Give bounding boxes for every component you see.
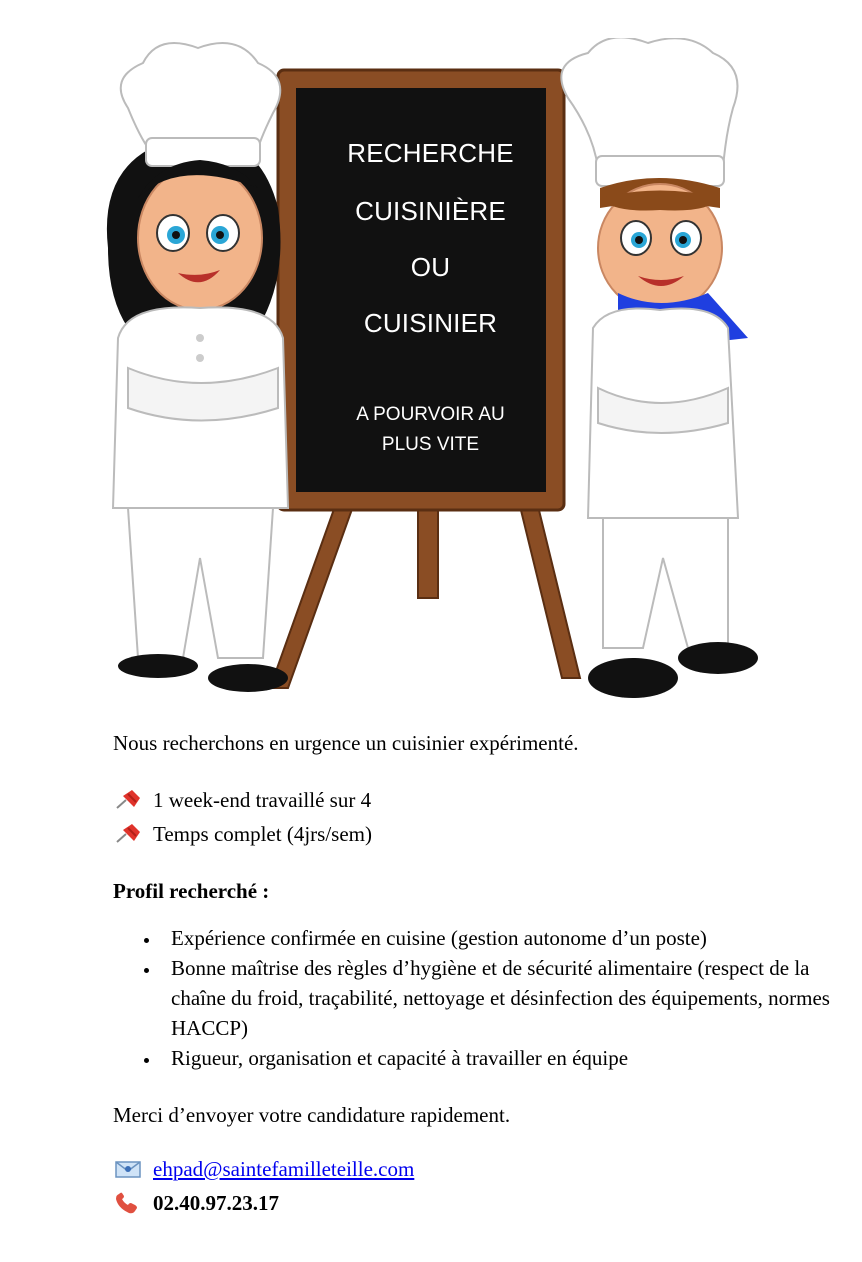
profile-heading: Profil recherché : [113,879,270,903]
phone-number: 02.40.97.23.17 [153,1191,279,1215]
pushpin-icon [113,822,143,846]
condition-item [113,785,371,815]
woman-chef [107,43,288,692]
condition-item [113,819,372,849]
man-chef [561,38,758,698]
phone-row [113,1188,279,1218]
board-line-2: CUISINIÈRE [355,196,506,226]
board-line-4: CUISINIER [363,308,498,338]
profile-list [141,923,851,1073]
list-item: Rigueur, organisation et capacité à travailler en équipe [141,1043,851,1073]
email-link[interactable]: ehpad@saintefamilleteille.com [153,1157,415,1181]
blackboard-text [298,96,563,476]
closing-text: Merci d’envoyer votre candidature rapidement. [113,1103,511,1127]
board-line-3: OU [410,252,451,282]
board-subtext-line-2: PLUS VITE [381,434,480,455]
board-subtext-line-1: A POURVOIR AU [356,404,505,425]
envelope-icon [113,1157,143,1181]
board-line-1: RECHERCHE [347,138,514,168]
condition-text: Temps complet (4jrs/sem) [153,822,372,846]
telephone-icon [113,1191,143,1215]
list-item: Expérience confirmée en cuisine (gestion autonome d’un poste) [141,923,851,953]
condition-text: 1 week-end travaillé sur 4 [153,788,372,812]
list-item: Bonne maîtrise des règles d’hygiène et de sécurité alimentaire (respect de la chaîne du froid, traçabilité, nettoyage et désinfection des équipements, normes HACCP) [141,953,851,1043]
board-subtext [298,400,563,460]
pushpin-icon [113,788,143,812]
email-row [113,1154,414,1184]
easel [270,498,580,688]
intro-text: Nous recherchons en urgence un cuisinier expérimenté. [113,731,579,755]
